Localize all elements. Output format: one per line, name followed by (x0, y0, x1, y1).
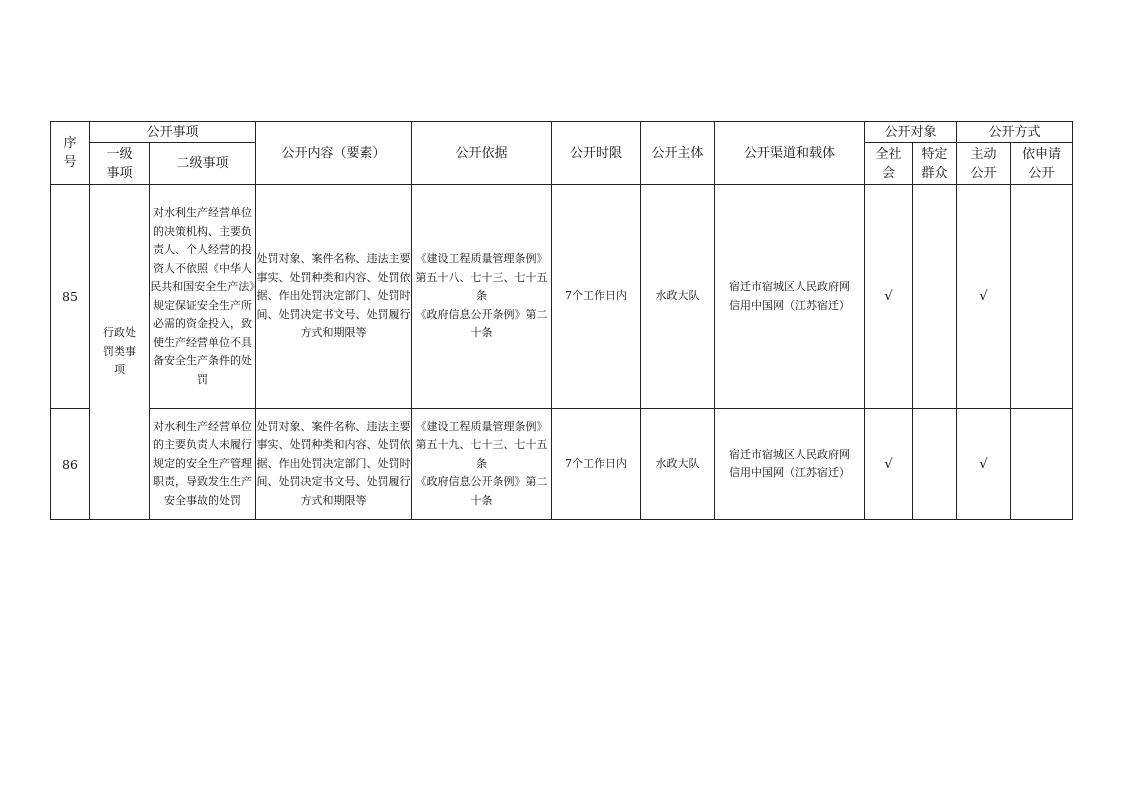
header-method-active: 主动 公开 (957, 143, 1011, 185)
row-seq: 85 (51, 185, 90, 409)
header-seq: 序 号 (51, 122, 90, 185)
row-time-limit: 7个工作日内 (552, 185, 641, 409)
row-request-check (1011, 185, 1073, 409)
row-subject: 水政大队 (641, 409, 715, 520)
header-audience-public: 全社 会 (865, 143, 913, 185)
row-public-check: √ (865, 409, 913, 520)
row-seq: 86 (51, 409, 90, 520)
row-request-check (1011, 409, 1073, 520)
header-content: 公开内容（要素） (256, 122, 412, 185)
header-level1: 一级 事项 (90, 143, 150, 185)
level1-item: 行政处 罚类事 项 (90, 185, 150, 520)
header-basis: 公开依据 (412, 122, 552, 185)
header-row-1 (51, 122, 1073, 143)
row-time-limit: 7个工作日内 (552, 409, 641, 520)
row-content: 处罚对象、案件名称、违法主要事实、处罚种类和内容、处罚依据、作出处罚决定部门、处罚时间、处罚决定书文号、处罚履行方式和期限等 (256, 409, 412, 520)
row-content: 处罚对象、案件名称、违法主要事实、处罚种类和内容、处罚依据、作出处罚决定部门、处罚时间、处罚决定书文号、处罚履行方式和期限等 (256, 185, 412, 409)
disclosure-table (50, 121, 1073, 520)
row-subject: 水政大队 (641, 185, 715, 409)
header-time-limit: 公开时限 (552, 122, 641, 185)
table-row (51, 185, 1073, 409)
row-specific-check (913, 185, 957, 409)
header-channel: 公开渠道和载体 (715, 122, 865, 185)
row-level2-item: 对水利生产经营单位的决策机构、主要负责人、个人经营的投资人不依照《中华人民共和国安全生产法》规定保证安全生产所必需的资金投入，致使生产经营单位不具备安全生产条件的处罚 (150, 185, 256, 409)
header-level2: 二级事项 (150, 143, 256, 185)
header-method: 公开方式 (957, 122, 1073, 143)
row-channel: 宿迁市宿城区人民政府网 信用中国网（江苏宿迁） (715, 409, 865, 520)
header-subject: 公开主体 (641, 122, 715, 185)
row-active-check: √ (957, 409, 1011, 520)
row-basis: 《建设工程质量管理条例》第五十九、七十三、七十五条 《政府信息公开条例》第二十条 (412, 409, 552, 520)
header-method-request: 依申请 公开 (1011, 143, 1073, 185)
row-channel: 宿迁市宿城区人民政府网 信用中国网（江苏宿迁） (715, 185, 865, 409)
row-public-check: √ (865, 185, 913, 409)
row-active-check: √ (957, 185, 1011, 409)
header-disclosure-items: 公开事项 (90, 122, 256, 143)
header-audience: 公开对象 (865, 122, 957, 143)
row-level2-item: 对水利生产经营单位的主要负责人未履行规定的安全生产管理职责，导致发生生产安全事故的处罚 (150, 409, 256, 520)
table-row (51, 409, 1073, 520)
row-specific-check (913, 409, 957, 520)
header-audience-specific: 特定 群众 (913, 143, 957, 185)
row-basis: 《建设工程质量管理条例》第五十八、七十三、七十五条 《政府信息公开条例》第二十条 (412, 185, 552, 409)
